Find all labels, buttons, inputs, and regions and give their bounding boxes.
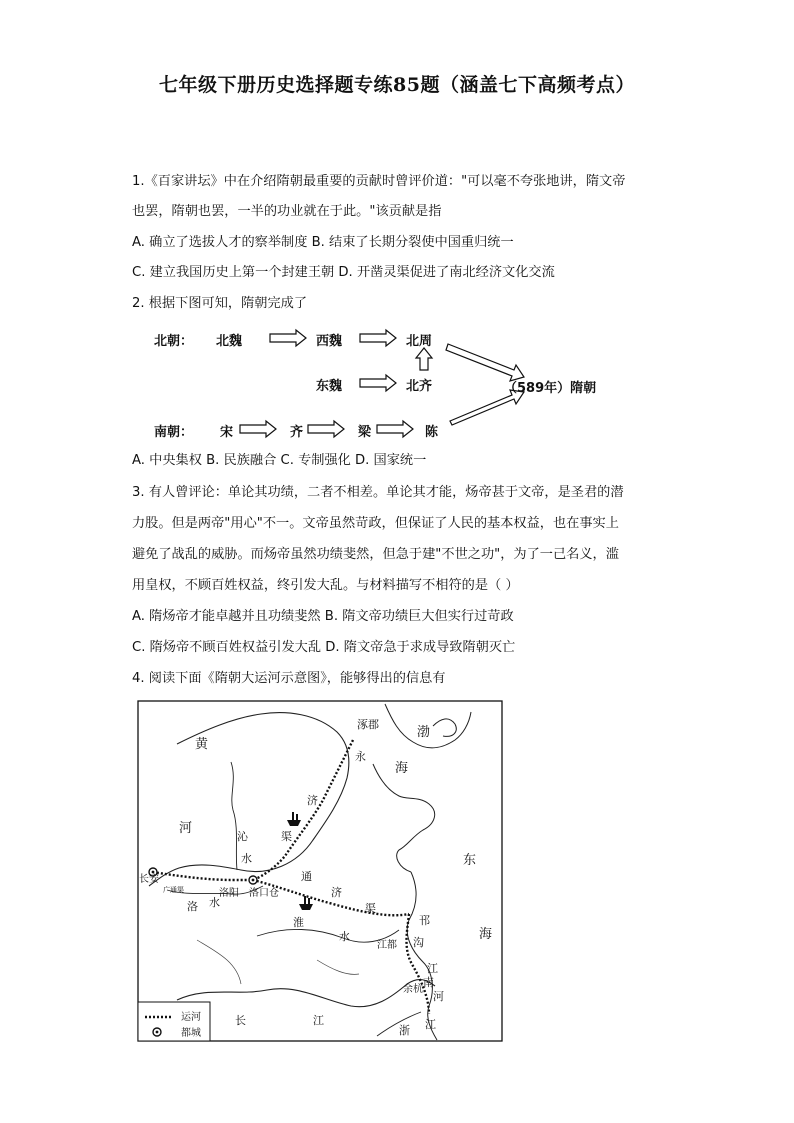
label-jiang-zhe: 江 [425,1018,436,1031]
legend-canal-label: 运河 [181,1012,201,1023]
q3-stem-line4: 用皇权，不顾百姓权益，终引发大乱。与材料描写不相符的是（ ） [132,578,519,593]
q4-stem: 4. 阅读下面《隋朝大运河示意图》，能够得出的信息有 [132,671,446,686]
node-song: 宋 [220,425,234,440]
arrow-song-qi [240,421,276,437]
q3-stem-line3: 避免了战乱的威胁。而炀帝虽然功绩斐然，但急于建"不世之功"，为了一己名义，滥 [132,547,619,562]
map-svg [137,700,503,1042]
node-dongwei: 东魏 [316,379,343,394]
label-bo: 渤 [417,725,431,740]
label-ji-2: 济 [331,886,342,899]
arrow-beiwei-xiwei [270,330,306,346]
label-ji-1: 济 [307,794,318,807]
q2-options: A. 中央集权 B. 民族融合 C. 专制强化 D. 国家统一 [132,453,427,468]
label-chang: 长 [235,1014,246,1027]
node-beiqi: 北齐 [406,379,433,394]
label-yong: 永 [355,750,366,763]
label-nan: 南 [423,976,434,989]
label-he-jiangnan: 河 [433,990,444,1003]
dynasty-flow-diagram [140,318,640,448]
label-luokoucang: 洛口仓 [249,888,279,899]
node-beiwei: 北魏 [216,334,243,349]
sui-grand-canal-map [137,700,503,1042]
label-zhuojun: 涿郡 [357,718,379,731]
label-hai-bohai: 海 [395,761,409,776]
q1-stem-line2: 也罢，隋朝也罢，一半的功业就在于此。"该贡献是指 [132,204,442,219]
label-qu-2: 渠 [365,902,376,915]
map-frame [138,701,502,1041]
label-yuhang: 余杭 [403,984,423,995]
label-tong: 通 [301,870,312,883]
q3-stem-line2: 力股。但是两帝"用心"不一。文帝虽然苛政，但保证了人民的基本权益，也在事实上 [132,516,619,531]
label-he: 河 [179,821,193,836]
label-hai-donghai: 海 [479,927,493,942]
q2-stem: 2. 根据下图可知，隋朝完成了 [132,296,308,311]
label-jiang-chang: 江 [313,1014,324,1027]
legend-capital-label: 都城 [181,1028,201,1039]
node-sui: （589年）隋朝 [504,381,597,396]
arrow-qi-liang [308,421,344,437]
arrow-beiqi-beizhou [416,348,432,370]
node-beizhou: 北周 [406,334,433,349]
label-huang: 黄 [195,737,209,752]
arrow-dongwei-beiqi [360,375,396,391]
q1-options-cd: C. 建立我国历史上第一个封建王朝 D. 开凿灵渠促进了南北经济文化交流 [132,265,555,280]
node-qi: 齐 [290,425,304,440]
label-jiang-jiangnan: 江 [427,962,438,975]
label-huai: 淮 [293,916,304,929]
label-luo: 洛 [187,900,198,913]
north-label: 北朝： [154,334,194,349]
arrow-xiwei-beizhou [360,330,396,346]
node-xiwei: 西魏 [316,334,343,349]
label-zhe: 浙 [399,1024,410,1037]
q1-stem-line1: 1.《百家讲坛》中在介绍隋朝最重要的贡献时曾评价道："可以毫不夸张地讲，隋文帝 [132,174,626,189]
label-qin: 沁 [237,830,248,843]
label-dong: 东 [463,853,477,868]
label-changan: 长安 [139,874,159,885]
q3-options-cd: C. 隋炀帝不顾百姓权益引发大乱 D. 隋文帝急于求成导致隋朝灭亡 [132,640,516,655]
label-qu-1: 渠 [281,830,292,843]
label-shui-luo: 水 [209,896,220,909]
q3-stem-line1: 3. 有人曾评论：单论其功绩，二者不相差。单论其才能，炀帝甚于文帝，是圣君的潜 [132,485,624,500]
page-title: 七年级下册历史选择题专练85题（涵盖七下高频考点） [159,74,635,96]
label-luoyang: 洛阳 [219,888,239,899]
q1-options-ab: A. 确立了选拔人才的察举制度 B. 结束了长期分裂使中国重归统一 [132,235,514,250]
label-jiangdu: 江都 [377,940,397,951]
label-gou: 沟 [413,936,424,949]
label-shui-huai: 水 [339,930,350,943]
q3-options-ab: A. 隋炀帝才能卓越并且功绩斐然 B. 隋文帝功绩巨大但实行过苛政 [132,609,514,624]
arrow-liang-chen [377,421,413,437]
label-guangtongqu: 广通渠 [163,886,184,894]
south-label: 南朝： [154,425,194,440]
arrow-beizhou-sui [446,344,524,381]
node-liang: 梁 [358,425,372,440]
label-han: 邗 [419,914,430,927]
node-chen: 陈 [425,425,439,440]
label-shui-qin: 水 [241,852,252,865]
